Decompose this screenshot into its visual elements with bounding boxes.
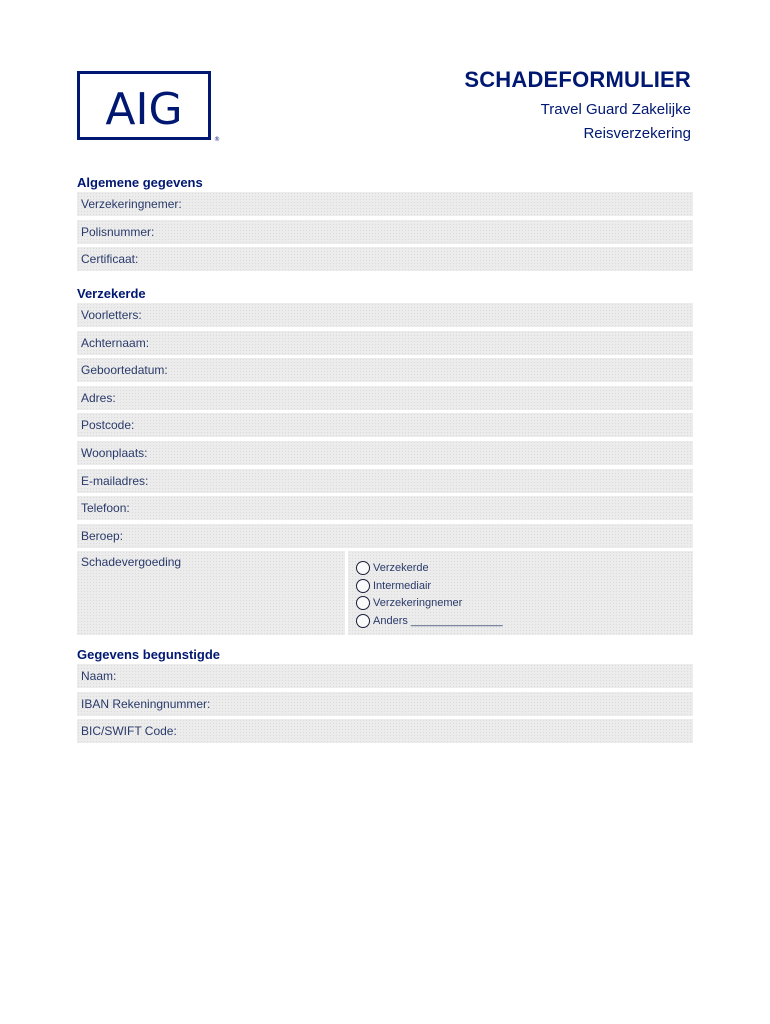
field-bic-swift[interactable]: BIC/SWIFT Code: — [77, 719, 693, 743]
section-heading-insured: Verzekerde — [77, 286, 146, 301]
field-city[interactable]: Woonplaats: — [77, 441, 693, 465]
radio-label: Intermediair — [373, 579, 432, 592]
logo-text: AIG — [105, 84, 183, 135]
section-heading-general: Algemene gegevens — [77, 175, 203, 190]
radio-option-policyholder[interactable] — [356, 594, 693, 612]
field-postcode[interactable]: Postcode: — [77, 413, 693, 437]
aig-logo — [77, 71, 220, 143]
radio-circle-icon[interactable] — [356, 596, 370, 610]
section-beneficiary — [77, 646, 693, 747]
radio-circle-icon[interactable] — [356, 579, 370, 593]
radio-label: Verzekeringnemer — [373, 597, 463, 610]
field-email[interactable]: E-mailadres: — [77, 469, 693, 493]
radio-circle-icon[interactable] — [356, 561, 370, 575]
aig-logo-graphic — [77, 71, 223, 143]
radio-option-intermediary[interactable] — [356, 577, 693, 595]
compensation-row — [77, 551, 693, 635]
field-surname[interactable]: Achternaam: — [77, 331, 693, 355]
radio-circle-icon[interactable] — [356, 614, 370, 628]
section-heading-beneficiary: Gegevens begunstigde — [77, 647, 221, 662]
radio-option-insured[interactable] — [356, 559, 693, 577]
section-general — [77, 174, 693, 275]
radio-label: Anders _______________ — [373, 614, 503, 627]
page-subtitle-line1: Travel Guard Zakelijke — [540, 101, 691, 118]
field-phone[interactable]: Telefoon: — [77, 496, 693, 520]
field-birthdate[interactable]: Geboortedatum: — [77, 358, 693, 382]
radio-label: Verzekerde — [373, 562, 429, 575]
field-name[interactable]: Naam: — [77, 664, 693, 688]
field-initials[interactable]: Voorletters: — [77, 303, 693, 327]
field-certificate[interactable]: Certificaat: — [77, 247, 693, 271]
field-policyholder[interactable]: Verzekeringnemer: — [77, 192, 693, 216]
section-insured — [77, 285, 693, 635]
field-iban[interactable]: IBAN Rekeningnummer: — [77, 692, 693, 716]
radio-option-other[interactable] — [356, 612, 693, 630]
compensation-options — [348, 551, 693, 635]
compensation-label: Schadevergoeding — [77, 551, 345, 635]
page-subtitle-line2: Reisverzekering — [583, 125, 691, 142]
page-title: SCHADEFORMULIER — [464, 67, 691, 92]
field-address[interactable]: Adres: — [77, 386, 693, 410]
field-occupation[interactable]: Beroep: — [77, 524, 693, 548]
registered-mark: ® — [214, 136, 220, 143]
field-policy-number[interactable]: Polisnummer: — [77, 220, 693, 244]
title-block — [464, 66, 691, 146]
